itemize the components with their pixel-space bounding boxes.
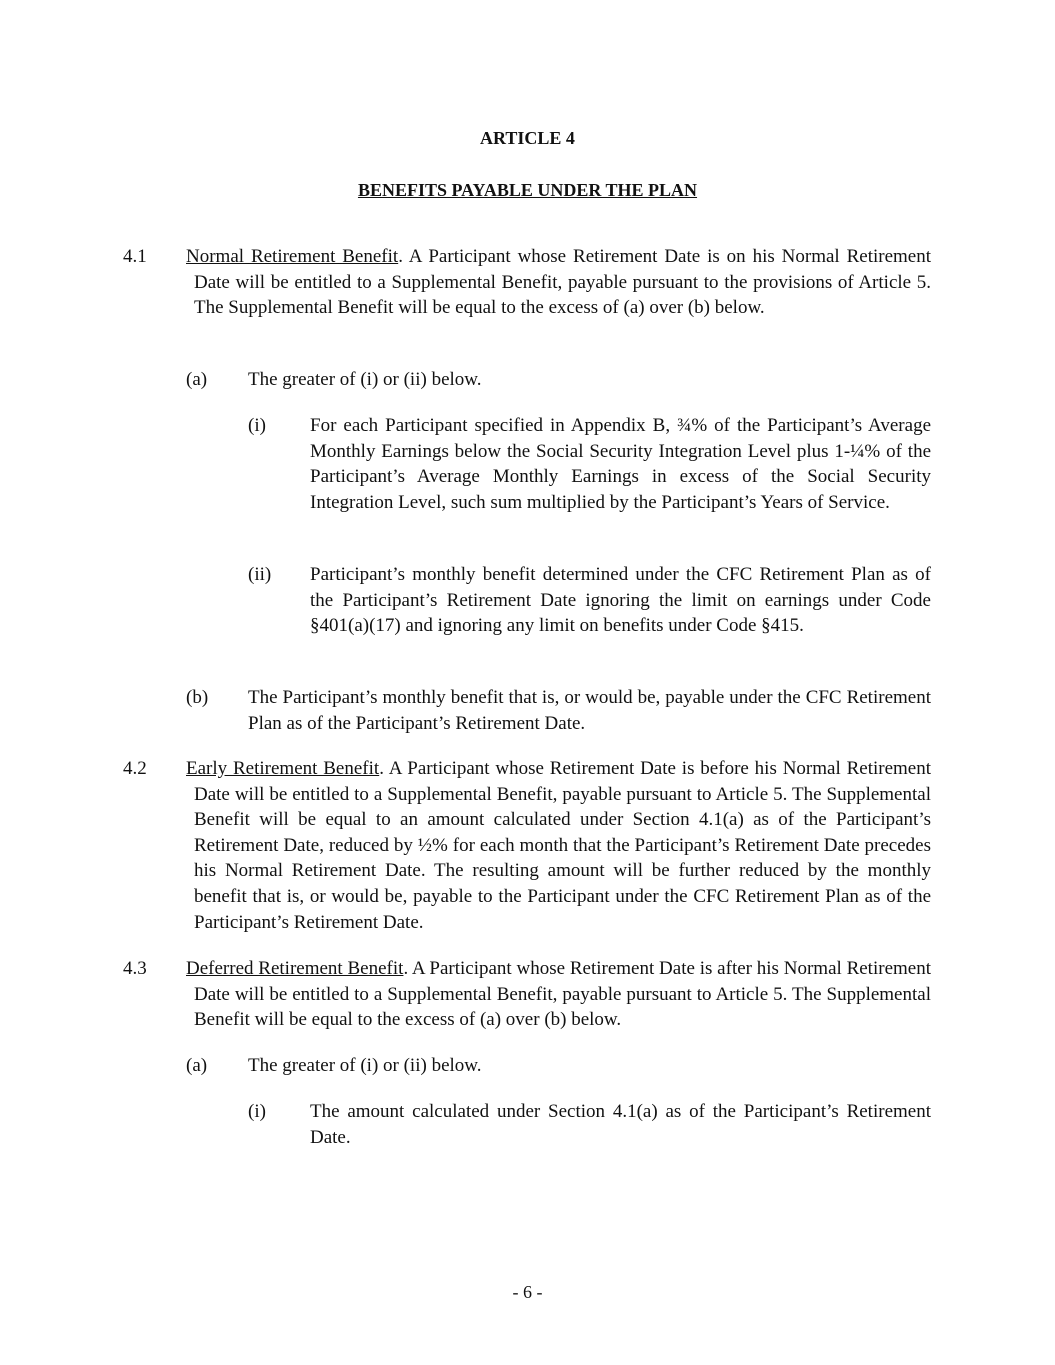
section-number-4-3: 4.3: [123, 958, 147, 979]
article-title: [0, 178, 1055, 202]
section-4-2-heading: Early Retirement Benefit: [186, 758, 380, 779]
section-4-1-a-i-label: (i): [248, 415, 266, 436]
section-4-1-body: [186, 244, 931, 321]
page-number: - 6 -: [512, 1282, 543, 1302]
section-4-1-heading: Normal Retirement Benefit: [186, 246, 399, 267]
section-4-1-a-label: (a): [186, 369, 208, 390]
section-number-4-1: 4.1: [123, 246, 147, 267]
section-4-3-a-i-label: (i): [248, 1101, 266, 1122]
section-4-1-b-text: The Participant’s monthly benefit that is, or would be, payable under the CFC Retirement Plan as of the Participant’s Retirement Date.: [248, 687, 931, 734]
section-4-1-paragraph: [186, 244, 931, 321]
article-heading: ARTICLE 4: [480, 128, 575, 148]
section-4-1-a-i-text: For each Participant specified in Appendix B, ¾% of the Participant’s Average Monthly Earnings below the Social Security Integration Level plus 1-¼% of the Participant’s Average Monthly Earnings in excess of the Social Security Integration Level, such sum multiplied by the Participant’s Years of Service.: [310, 415, 931, 513]
section-4-1-b-label: (b): [186, 687, 209, 708]
section-4-1-a-ii-label: (ii): [248, 564, 272, 585]
section-4-2-body: [186, 756, 931, 935]
section-4-3-text: . A Participant whose Retirement Date is after his Normal Retirement Date will be entitled to a Supplemental Benefit, payable pursuant to Article 5. The Supplemental Benefit will be equal to the excess of (a) over (b) below.: [194, 958, 931, 1031]
section-4-3-body: [186, 956, 931, 1033]
section-4-3-paragraph: [186, 956, 931, 1033]
article-title-text: BENEFITS PAYABLE UNDER THE PLAN: [357, 180, 698, 200]
section-4-1-a-text: The greater of (i) or (ii) below.: [248, 369, 482, 390]
section-number-4-2: 4.2: [123, 758, 147, 779]
section-4-3-a-label: (a): [186, 1055, 208, 1076]
section-4-1-text: . A Participant whose Retirement Date is on his Normal Retirement Date will be entitled to a Supplemental Benefit, payable pursuant to the provisions of Article 5. The Supplemental Benefit will be equal to the excess of (a) over (b) below.: [194, 246, 931, 319]
section-4-3-heading: Deferred Retirement Benefit: [186, 958, 404, 979]
section-4-2-paragraph: [186, 756, 931, 935]
section-4-3-a-text: The greater of (i) or (ii) below.: [248, 1055, 482, 1076]
section-4-2-text: . A Participant whose Retirement Date is before his Normal Retirement Date will be entitled to a Supplemental Benefit, payable pursuant to Article 5. The Supplemental Benefit will be equal to an amount calculated under Section 4.1(a) as of the Participant’s Retirement Date, reduced by ½% for each month that the Participant’s Retirement Date precedes his Normal Retirement Date. The resulting amount will be further reduced by the monthly benefit that is, or would be, payable to the Participant under the CFC Retirement Plan as of the Participant’s Retirement Date.: [194, 758, 931, 933]
section-4-3-a-i-text: The amount calculated under Section 4.1(a) as of the Participant’s Retirement Date.: [310, 1101, 931, 1148]
section-4-1-a-ii-text: Participant’s monthly benefit determined under the CFC Retirement Plan as of the Participant’s Retirement Date ignoring the limit on earnings under Code §401(a)(17) and ignoring any limit on benefits under Code §415.: [310, 564, 931, 637]
